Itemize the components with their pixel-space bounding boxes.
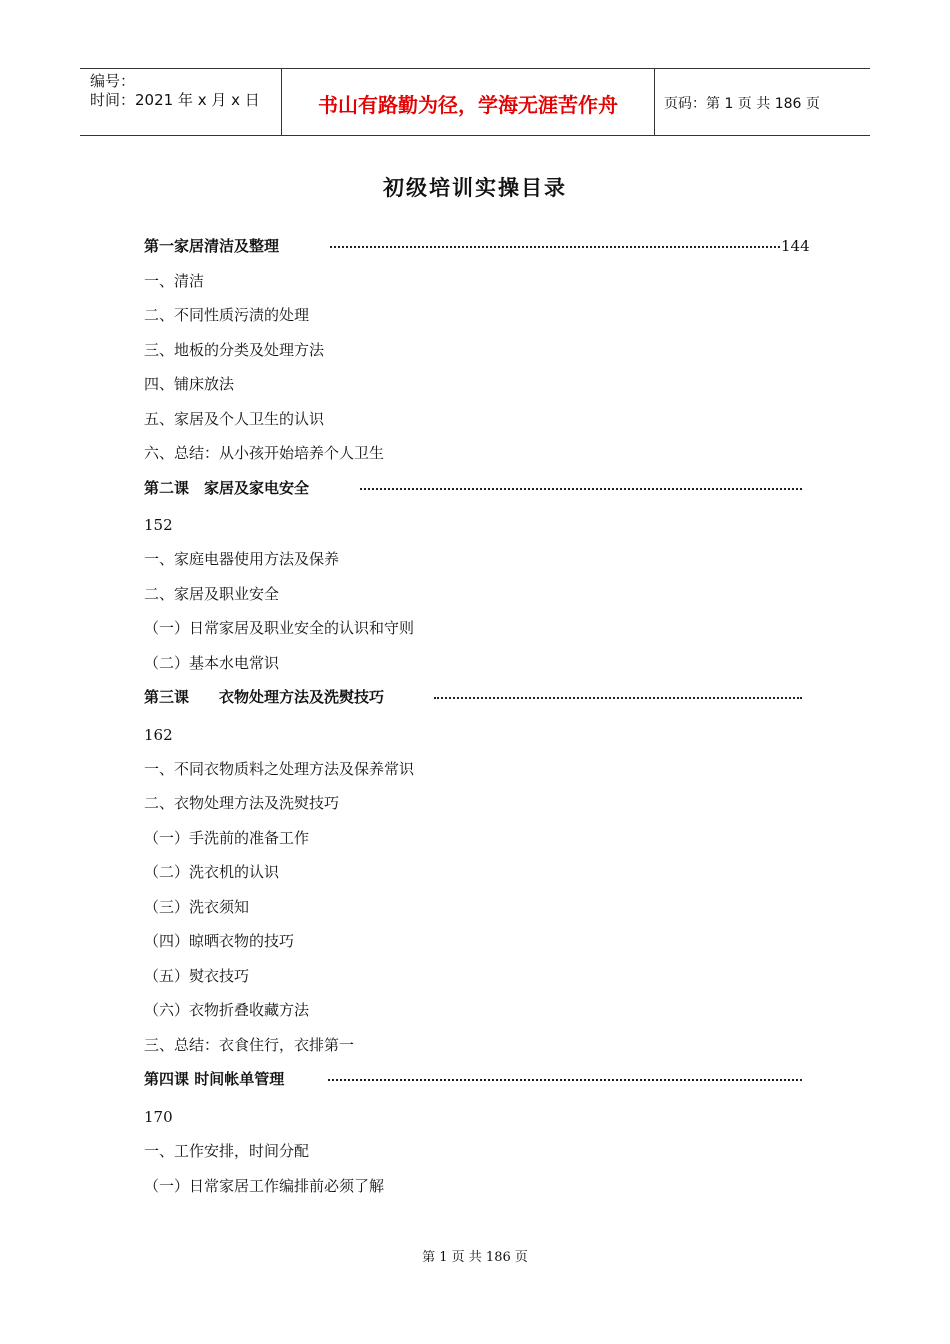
toc-leader-1 — [330, 246, 780, 248]
number-label: 编号： — [90, 72, 136, 90]
toc-chapter-1-page: 144 — [781, 237, 810, 255]
toc-item: 三、地板的分类及处理方法 — [144, 341, 325, 359]
page-title: 初级培训实操目录 — [383, 175, 567, 200]
page-info-text: 页码：第 1 页 共 186 页 — [664, 96, 820, 112]
header-meta — [80, 69, 282, 135]
toc-item: （一）日常家居工作编排前必须了解 — [144, 1177, 385, 1195]
document-header — [80, 68, 870, 136]
toc-item: 二、不同性质污渍的处理 — [144, 306, 310, 324]
toc-item: 二、衣物处理方法及洗熨技巧 — [144, 794, 340, 812]
toc-item: 六、总结：从小孩开始培养个人卫生 — [144, 444, 385, 462]
header-page-info — [655, 69, 870, 135]
toc-chapter-4: 第四课 时间帐单管理 — [144, 1070, 285, 1088]
motto-text: 书山有路勤为径，学海无涯苦作舟 — [318, 92, 618, 117]
toc-item: 一、工作安排，时间分配 — [144, 1142, 310, 1160]
toc-item: （一）手洗前的准备工作 — [144, 829, 310, 847]
toc-item: （六）衣物折叠收藏方法 — [144, 1001, 310, 1019]
toc-item: （四）晾晒衣物的技巧 — [144, 932, 295, 950]
toc-item: （五）熨衣技巧 — [144, 967, 250, 985]
toc-leader-2 — [360, 488, 802, 490]
toc-leader-4 — [328, 1079, 802, 1081]
toc-chapter-3-page: 162 — [144, 726, 173, 744]
toc-item: （一）日常家居及职业安全的认识和守则 — [144, 619, 415, 637]
toc-chapter-2: 第二课 家居及家电安全 — [144, 479, 310, 497]
toc-item: 二、家居及职业安全 — [144, 585, 280, 603]
toc-chapter-3: 第三课 衣物处理方法及洗熨技巧 — [144, 688, 385, 706]
toc-item: （二）洗衣机的认识 — [144, 863, 280, 881]
toc-item: 一、清洁 — [144, 272, 205, 290]
toc-chapter-2-page: 152 — [144, 516, 173, 534]
toc-chapter-4-page: 170 — [144, 1108, 173, 1126]
toc-item: （二）基本水电常识 — [144, 654, 280, 672]
toc-item: 四、铺床放法 — [144, 375, 235, 393]
toc-chapter-1: 第一家居清洁及整理 — [144, 237, 280, 255]
time-label: 时间：2021 年 x 月 x 日 — [90, 91, 260, 109]
toc-item: 一、不同衣物质料之处理方法及保养常识 — [144, 760, 415, 778]
toc-item: 一、家庭电器使用方法及保养 — [144, 550, 340, 568]
toc-item: 五、家居及个人卫生的认识 — [144, 410, 325, 428]
toc-item: 三、总结：衣食住行，衣排第一 — [144, 1036, 355, 1054]
toc-item: （三）洗衣须知 — [144, 898, 250, 916]
page-footer: 第 1 页 共 186 页 — [422, 1250, 528, 1265]
header-motto — [282, 69, 655, 135]
toc-leader-3 — [434, 697, 802, 699]
